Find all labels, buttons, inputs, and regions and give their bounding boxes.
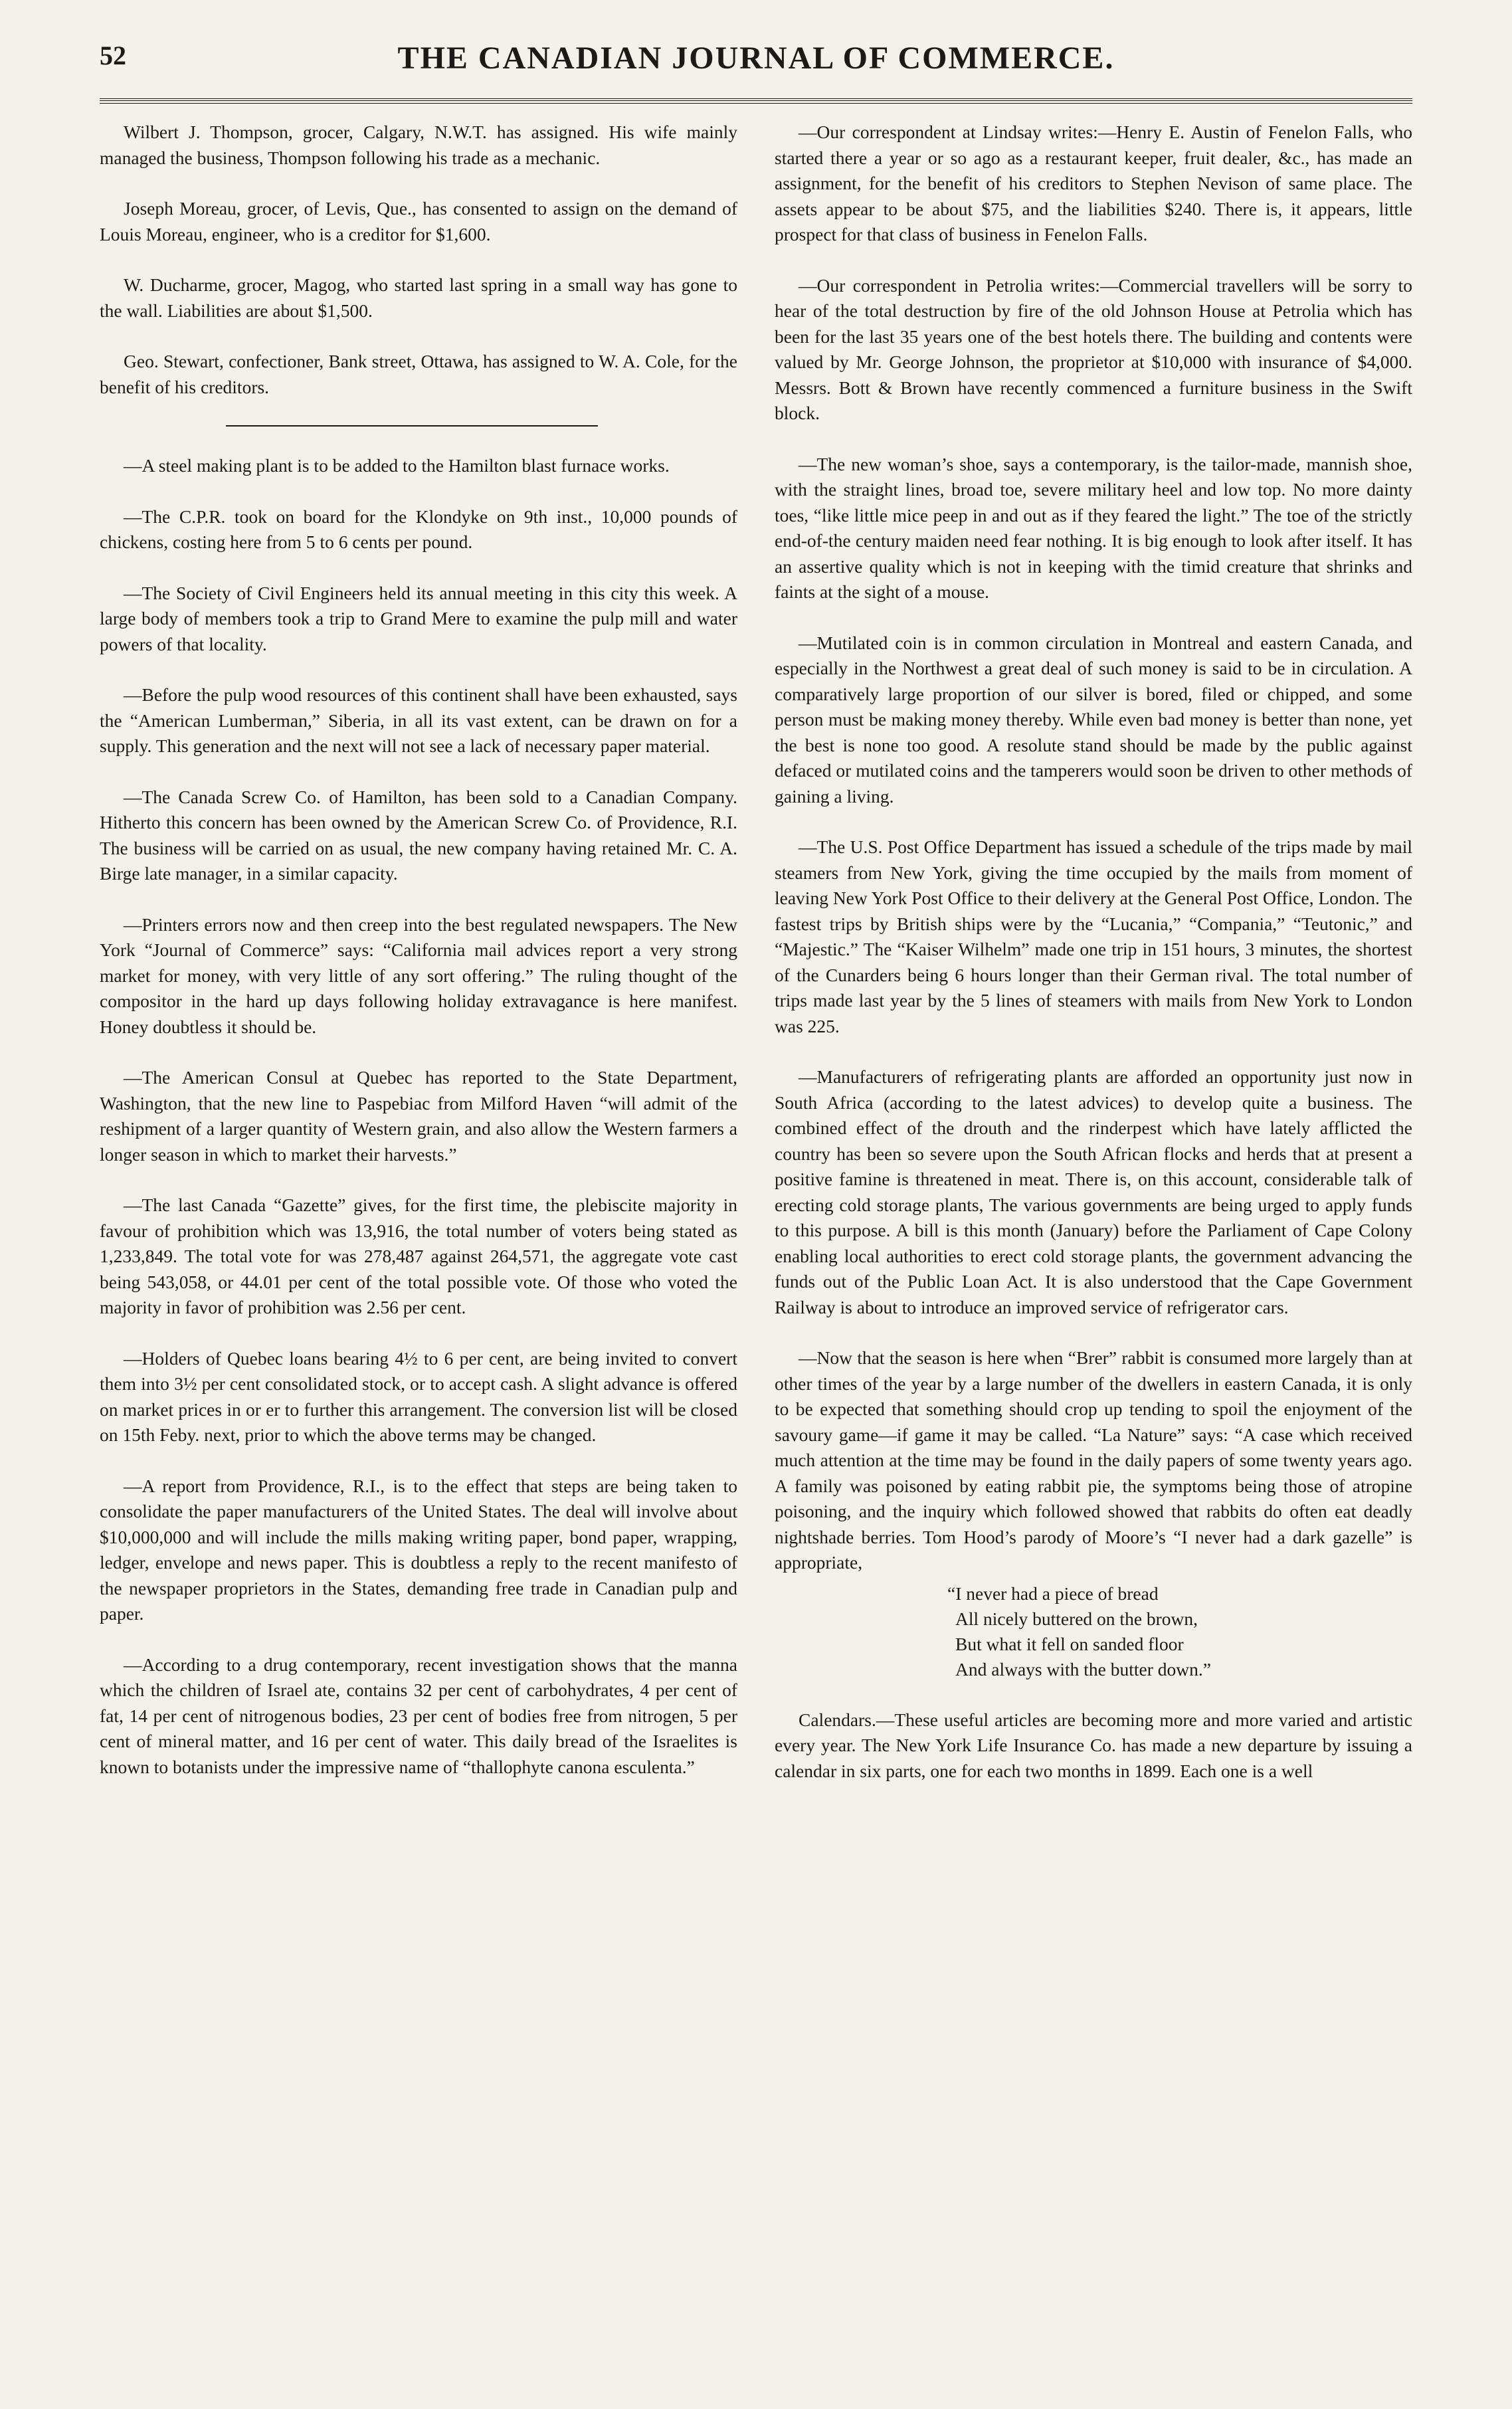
journal-title: THE CANADIAN JOURNAL OF COMMERCE. [397,41,1115,76]
news-item: —A steel making plant is to be added to the Hamilton blast furnace works. [124,455,670,476]
news-item-calendars: Calendars.—These useful articles are becoming more and more varied and artistic every year. The New York Life Insurance Co. has made a new departure by issuing a calendar in six parts, one for each two months in 1899. Each one is a well [775,1709,1412,1781]
news-item: —The U.S. Post Office Department has issued a schedule of the trips made by mail steamers from New York, giving the time occupied by the mails from moment of leaving New York Post Office to their delivery at the General Post Office, London. The fastest trips by British ships were by the “Lucania,” “Compania,” “Teutonic,” and “Majestic.” The “Kaiser Wilhelm” made one trip in 151 hours, 3 minutes, the shortest of the Cunarders being 6 hours longer than their German rival. The total number of trips made last year by the 5 lines of steamers with mails from New York to London was 225. [775,836,1413,1036]
news-item: W. Ducharme, grocer, Magog, who started last spring in a small way has gone to the wall. Liabilities are about $1,500. [100,274,737,321]
news-item: —Mutilated coin is in common circulation in Montreal and eastern Canada, and especially in the Northwest a great deal of such money is said to be in circulation. A comparatively large proportion of our silver is bored, filed or chipped, and some person must be making money thereby. While even bad money is better than none, yet the best is none too good. A resolute stand should be made by the public against defaced or mutilated coins and the tamperers would soon be driven to other methods of gaining a living. [775,632,1412,807]
poem-verse [947,1581,1412,1682]
news-item: —The new woman’s shoe, says a contemporary, is the tailor-made, mannish shoe, with the straight lines, broad toe, severe military heel and low top. No more dainty toes, “like little mice peep in and out as if they feared the light.” The toe of the strictly end-of-the century maiden need fear nothing. It is big enough to look after itself. It has an assertive quality which is not in keeping with the timid creature that shrinks and faints at the sight of a mouse. [775,453,1412,602]
news-item: —Before the pulp wood resources of this continent shall have been exhausted, says the “American Lumberman,” Siberia, in all its vast extent, can be drawn on for a supply. This generation and the next will not see a lack of necessary paper material. [100,684,737,756]
page-header [100,40,1412,86]
news-item: Geo. Stewart, confectioner, Bank street, Ottawa, has assigned to W. A. Cole, for the benefit of his creditors. [100,351,737,397]
news-item: —The C.P.R. took on board for the Klondyke on 9th inst., 10,000 pounds of chickens, costing here from 5 to 6 cents per pound. [100,506,737,552]
right-column [775,120,1412,1809]
news-item: —The Canada Screw Co. of Hamilton, has been sold to a Canadian Company. Hitherto this concern has been owned by the American Screw Co. of Providence, R.I. The business will be carried on as usual, the new company having retained Mr. C. A. Birge late manager, in a similar capacity. [100,786,737,884]
news-item: Joseph Moreau, grocer, of Levis, Que., has consented to assign on the demand of Louis Moreau, engineer, who is a creditor for $1,600. [100,198,737,244]
header-rule [100,98,1412,104]
news-item: —The last Canada “Gazette” gives, for the first time, the plebiscite majority in favour of prohibition which was 13,916, the total number of voters being stated as 1,233,849. The total vote for was 278,487 against 264,571, the aggregate vote cast being 543,058, or 44.01 per cent of the total possible vote. Of those who voted the majority in favor of prohibition was 2.56 per cent. [100,1195,737,1317]
news-item: —Printers errors now and then creep into the best regulated newspapers. The New York “Journal of Commerce” says: “California mail advices report a very strong market for money, with very little of any sort offering.” The ruling thought of the compositor in the hard up days following holiday extravagance is here manifest. Honey doubtless it should be. [100,914,737,1037]
news-item: —Our correspondent at Lindsay writes:—Henry E. Austin of Fenelon Falls, who started there a year or so ago as a restaurant keeper, fruit dealer, &c., has made an assignment, for the benefit of his creditors to Stephen Nevison of same place. The assets appear to be about $75, and the liabilities $240. There is, it appears, little prospect for that class of business in Fenelon Falls. [775,122,1412,244]
news-item: —Manufacturers of refrigerating plants are afforded an opportunity just now in South Africa (according to the latest advices) to develop quite a business. The combined effect of the drouth and the rinderpest which have lately afflicted the country has been so severe upon the South African flocks and herds that at present a positive famine is threatened in meat. There is, on this account, considerable talk of erecting cold storage plants, The various governments are being urged to apply funds to this purpose. A bill is this month (January) before the Parliament of Cape Colony enabling local authorities to erect cold storage plants, the government advancing the funds out of the Public Loan Act. It is also understood that the Cape Government Railway is about to introduce an improved service of refrigerator cars. [775,1066,1412,1317]
poem-line: And always with the butter down.” [955,1658,1211,1680]
news-item: —Our correspondent in Petrolia writes:—Commercial travellers will be sorry to hear of the total destruction by fire of the old Johnson House at Petrolia which has been for the last 35 years one of the best hotels there. The building and contents were valued by Mr. George Johnson, the proprietor at $10,000 with insurance of $4,000. Messrs. Bott & Brown have recently commenced a furniture business in the Swift block. [775,274,1412,423]
news-item: —Holders of Quebec loans bearing 4½ to 6 per cent, are being invited to convert them into 3½ per cent consolidated stock, or to accept cash. A slight advance is offered on market prices in or er to further this arrangement. The conversion list will be closed on 15th Feby. next, prior to which the above terms may be changed. [100,1347,737,1445]
page-number: 52 [100,41,126,70]
news-item: —According to a drug contemporary, recent investigation shows that the manna which the children of Israel ate, contains 32 per cent of carbohydrates, 4 per cent of fat, 14 per cent of nitrogenous bodies, 23 per cent of bodies free from nitrogen, 5 per cent of mineral matter, and 16 per cent of water. This daily bread of the Israelites is known to botanists under the impressive name of “thallophyte canona esculenta.” [100,1654,737,1777]
news-item: —The American Consul at Quebec has reported to the State Department, Washington, that the new line to Paspebiac from Milford Haven “will admit of the reshipment of a larger quantity of Western grain, and also allow the Western farmers a longer season in which to market their harvests.” [100,1067,737,1165]
article-columns [100,120,1412,1809]
poem-line: But what it fell on sanded floor [955,1633,1184,1654]
news-item: —Now that the season is here when “Brer” rabbit is consumed more largely than at other times of the year by a large number of the dwellers in eastern Canada, it is only to be expected that something should crop up tending to spoil the enjoyment of the savoury game—if game it may be called. “La Nature” says: “A case which received much attention at the time may be found in the daily papers of some twenty years ago. A family was poisoned by eating rabbit pie, the symptoms being those of atropine poisoning, and the inquiry which followed showed that rabbits do often eat deadly nightshade berries. Tom Hood’s parody of Moore’s “I never had a dark gazelle” is appropriate, [775,1347,1412,1573]
poem-line: “I never had a piece of bread [947,1583,1159,1604]
left-column [100,120,737,1809]
news-item: Wilbert J. Thompson, grocer, Calgary, N.W.T. has assigned. His wife mainly managed the business, Thompson following his trade as a mechanic. [100,122,737,168]
poem-line: All nicely buttered on the brown, [955,1608,1198,1629]
news-item: —A report from Providence, R.I., is to the effect that steps are being taken to consolidate the paper manufacturers of the United States. The deal will involve about $10,000,000 and will include the mills making writing paper, bond paper, wrapping, ledger, envelope and news paper. This is doubtless a reply to the recent manifesto of the newspaper proprietors in the States, demanding free trade in Canadian pulp and paper. [100,1475,737,1624]
news-item: —The Society of Civil Engineers held its annual meeting in this city this week. A large body of members took a trip to Grand Mere to examine the pulp mill and water powers of that locality. [100,582,737,654]
section-rule [226,425,598,427]
